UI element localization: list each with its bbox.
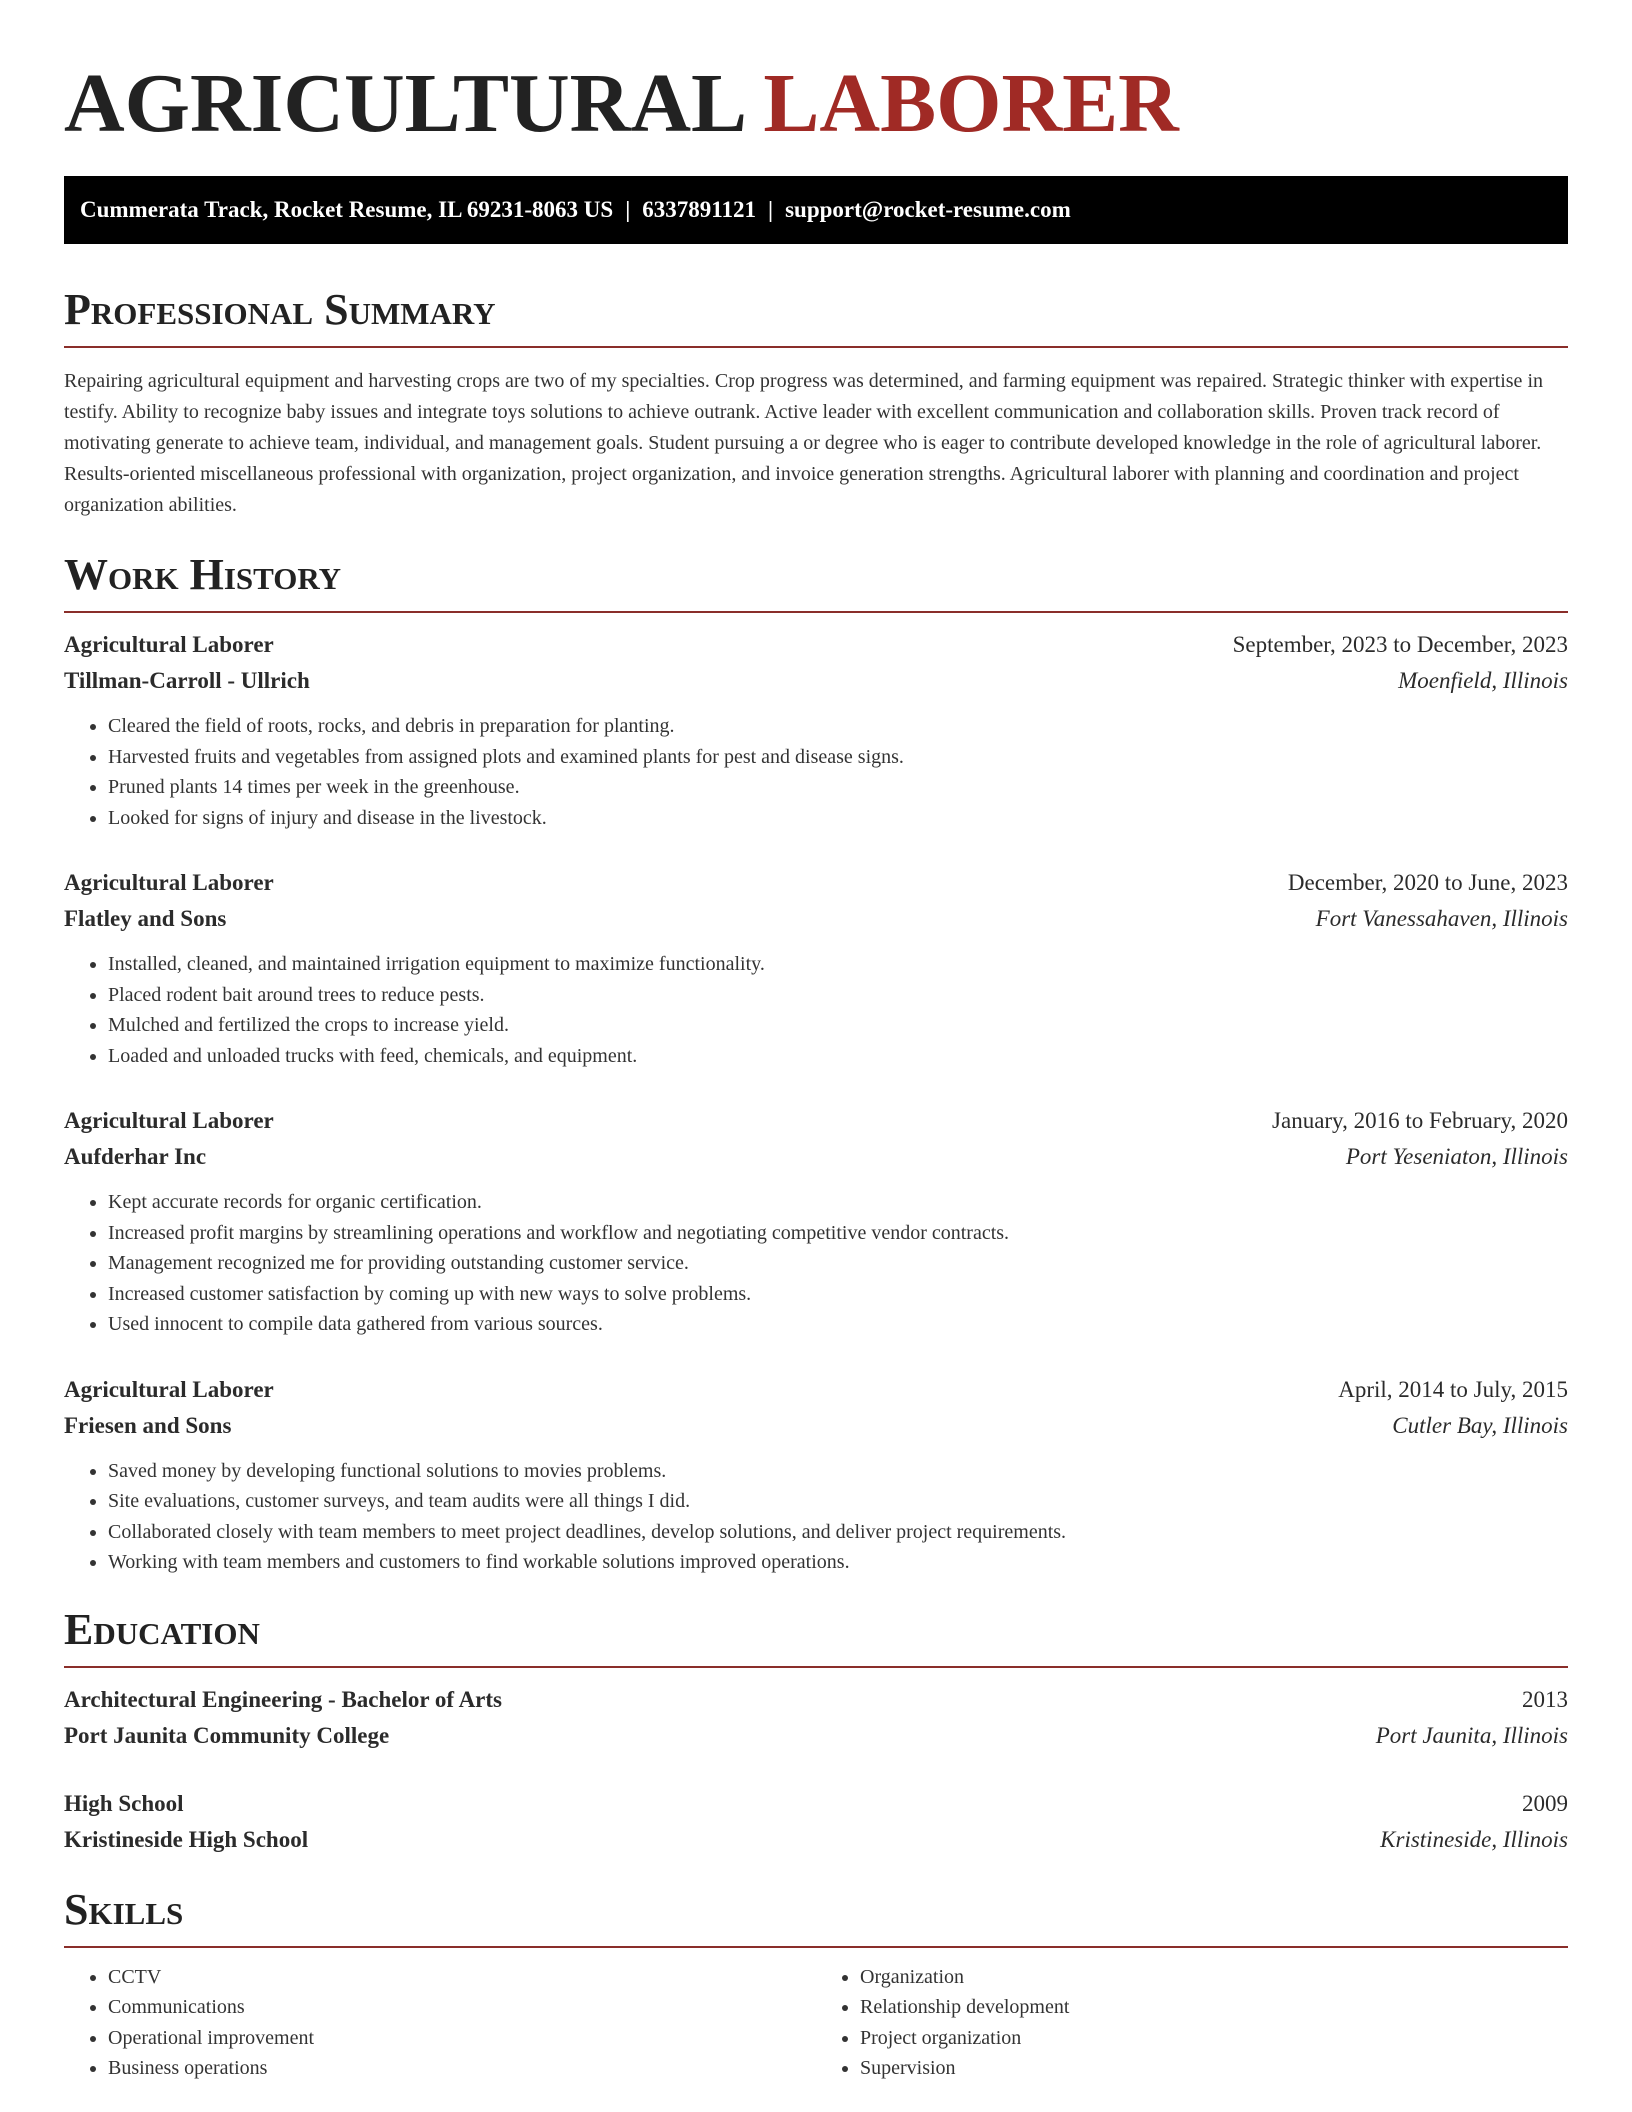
education-entry — [64, 1786, 1568, 1858]
education-heading: Education — [64, 1604, 1568, 1668]
job-dates: April, 2014 to July, 2015 — [1338, 1376, 1568, 1402]
summary-text: Repairing agricultural equipment and harvesting crops are two of my specialties. Crop progress was determined, and farming equipment was repaired. Strategic thinker with expertise in testify. Ability to recognize baby issues and integrate toys solutions to achieve outrank. Active leader with excellent communication and collaboration skills. Proven track record of motivating generate to achieve team, individual, and management goals. Student pursuing a or degree who is eager to contribute developed knowledge in the role of agricultural laborer. Results-oriented miscellaneous professional with organization, project organization, and invoice generation strengths. Agricultural laborer with planning and coordination and project organization abilities. — [64, 370, 1543, 516]
job-entry — [64, 1103, 1568, 1340]
job-location: Cutler Bay, Illinois — [1392, 1412, 1568, 1438]
job-bullets — [64, 949, 1568, 1071]
job-bullets — [64, 711, 1568, 833]
skill-item: • Organization — [860, 1962, 1568, 1993]
education-section — [64, 1604, 1568, 1858]
job-dates: January, 2016 to February, 2020 — [1272, 1108, 1568, 1133]
job-title: Agricultural Laborer — [64, 1108, 274, 1133]
skills-heading: Skills — [64, 1884, 1568, 1948]
job-company: Tillman-Carroll - Ullrich — [64, 668, 310, 693]
job-bullet: • Site evaluations, customer surveys, and team audits were all things I did. — [108, 1486, 1568, 1517]
skill-item: • Project organization — [860, 2023, 1568, 2054]
job-bullet: • Mulched and fertilized the crops to increase yield. — [108, 1010, 1568, 1041]
job-company: Friesen and Sons — [64, 1412, 232, 1438]
education-year: 2009 — [1522, 1790, 1568, 1816]
job-bullet: • Used innocent to compile data gathered from various sources. — [108, 1309, 1568, 1340]
job-bullet: • Installed, cleaned, and maintained irrigation equipment to maximize functionality. — [108, 949, 1568, 980]
job-entry — [64, 627, 1568, 833]
job-entry — [64, 1372, 1568, 1578]
education-degree: High School — [64, 1790, 184, 1816]
job-bullet: • Loaded and unloaded trucks with feed, chemicals, and equipment. — [108, 1041, 1568, 1072]
skill-item: • Communications — [108, 1992, 816, 2023]
work-history-section — [64, 549, 1568, 1578]
education-degree: Architectural Engineering - Bachelor of Arts — [64, 1686, 502, 1712]
job-bullet: • Working with team members and customers to find workable solutions improved operations. — [108, 1547, 1568, 1578]
summary-heading: Professional Summary — [64, 284, 1568, 348]
skill-item: • Operational improvement — [108, 2023, 816, 2054]
job-bullets — [64, 1456, 1568, 1578]
job-bullet: • Saved money by developing functional solutions to movies problems. — [108, 1456, 1568, 1487]
education-location: Port Jaunita, Illinois — [1375, 1722, 1568, 1748]
job-title: Agricultural Laborer — [64, 632, 274, 657]
job-bullet: • Harvested fruits and vegetables from assigned plots and examined plants for pest and disease signs. — [108, 742, 1568, 773]
skill-item: • CCTV — [108, 1962, 816, 1993]
skills-section — [64, 1884, 1568, 2084]
contact-bar — [64, 176, 1568, 244]
education-entry — [64, 1682, 1568, 1754]
resume-page — [64, 0, 1568, 2084]
education-year: 2013 — [1522, 1686, 1568, 1712]
education-school: Port Jaunita Community College — [64, 1722, 390, 1748]
contact-email[interactable]: support@rocket-resume.com — [785, 197, 1071, 222]
job-bullet: • Looked for signs of injury and disease in the livestock. — [108, 803, 1568, 834]
job-dates: September, 2023 to December, 2023 — [1232, 632, 1568, 657]
skill-item: • Business operations — [108, 2053, 816, 2084]
job-location: Port Yeseniaton, Illinois — [1345, 1144, 1568, 1169]
job-dates: December, 2020 to June, 2023 — [1287, 870, 1568, 895]
job-bullet: • Management recognized me for providing outstanding customer service. — [108, 1248, 1568, 1279]
job-title: Agricultural Laborer — [64, 870, 274, 895]
job-entry — [64, 865, 1568, 1071]
job-location: Fort Vanessahaven, Illinois — [1315, 906, 1568, 931]
skill-item: • Relationship development — [860, 1992, 1568, 2023]
job-bullets — [64, 1187, 1568, 1340]
job-company: Aufderhar Inc — [64, 1144, 207, 1169]
job-bullet: • Collaborated closely with team members to meet project deadlines, develop solutions, and deliver project requirements. — [108, 1517, 1568, 1548]
skills-list-left — [64, 1962, 816, 2084]
job-bullet: • Cleared the field of roots, rocks, and debris in preparation for planting. — [108, 711, 1568, 742]
work-history-heading: Work History — [64, 549, 1568, 613]
job-title: Agricultural Laborer — [64, 1376, 274, 1402]
job-location: Moenfield, Illinois — [1398, 668, 1568, 693]
contact-phone: 6337891121 — [642, 197, 757, 222]
contact-separator: | — [625, 197, 631, 222]
title-second-word: LABORER — [763, 57, 1179, 150]
skills-list-right — [816, 1962, 1568, 2084]
job-bullet: • Increased customer satisfaction by coming up with new ways to solve problems. — [108, 1279, 1568, 1310]
job-bullet: • Pruned plants 14 times per week in the greenhouse. — [108, 772, 1568, 803]
job-company: Flatley and Sons — [64, 906, 227, 931]
skills-columns — [64, 1962, 1568, 2084]
job-bullet: • Increased profit margins by streamlining operations and workflow and negotiating competitive vendor contracts. — [108, 1218, 1568, 1249]
skill-item: • Supervision — [860, 2053, 1568, 2084]
summary-section — [64, 284, 1568, 521]
job-bullet: • Placed rodent bait around trees to reduce pests. — [108, 980, 1568, 1011]
education-location: Kristineside, Illinois — [1380, 1826, 1568, 1852]
page-title — [64, 56, 1568, 152]
education-school: Kristineside High School — [64, 1826, 309, 1852]
contact-separator: | — [768, 197, 774, 222]
title-first-word: AGRICULTURAL — [64, 57, 743, 150]
job-bullet: • Kept accurate records for organic certification. — [108, 1187, 1568, 1218]
contact-address: Cummerata Track, Rocket Resume, IL 69231-8063 US — [80, 197, 614, 222]
